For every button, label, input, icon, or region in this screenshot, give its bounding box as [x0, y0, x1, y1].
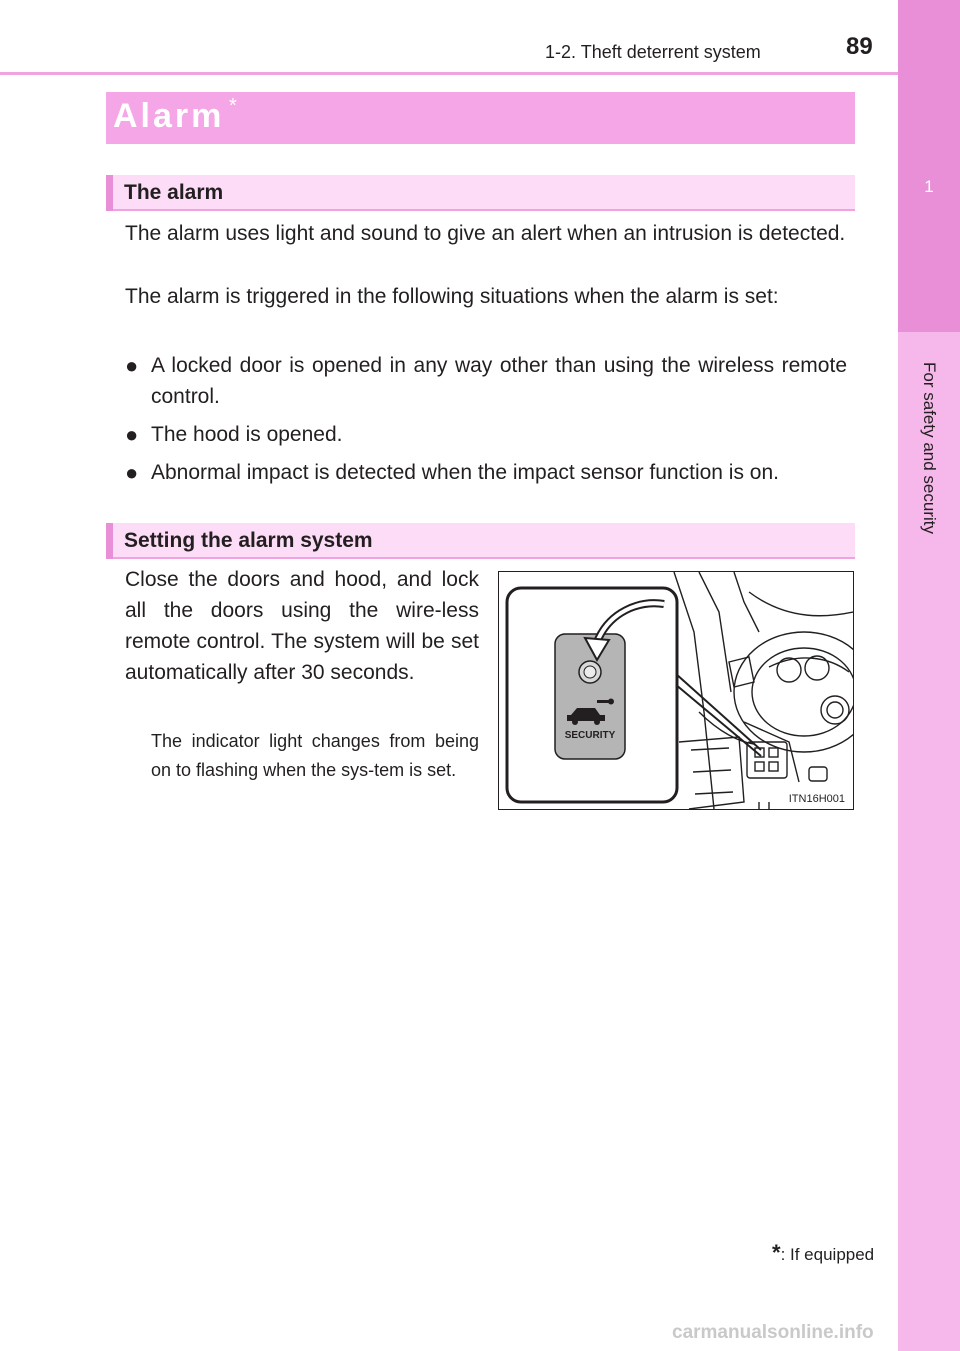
- bullet-icon: ●: [125, 460, 139, 485]
- section-heading: The alarm: [124, 181, 224, 204]
- dashboard-lines: [674, 572, 853, 809]
- paragraph: The alarm is triggered in the following situations when the alarm is set:: [125, 285, 779, 308]
- header-section-title: 1-2. Theft deterrent system: [545, 42, 761, 62]
- note-text: The indicator light changes from being on to flashing when the sys-tem is set.: [151, 731, 479, 780]
- title-asterisk: *: [229, 95, 237, 117]
- switch-label: SECURITY: [564, 730, 616, 741]
- security-button-illustration: [498, 571, 854, 810]
- list-item-text: A locked door is opened in any way other than using the wireless remote control.: [151, 354, 847, 408]
- section-heading-bar: [106, 523, 855, 559]
- watermark: carmanualsonline.info: [672, 1322, 874, 1343]
- footnote-asterisk: *: [772, 1240, 781, 1265]
- footnote: [772, 1240, 874, 1266]
- chapter-label: For safety and security: [920, 362, 939, 534]
- header-divider: [0, 72, 898, 75]
- section-heading: Setting the alarm system: [124, 529, 373, 552]
- dashboard-drawing: [499, 572, 853, 809]
- bullet-icon: ●: [125, 353, 139, 378]
- chapter-number-tab[interactable]: 1: [898, 0, 960, 332]
- illustration-code: ITN16H001: [788, 793, 845, 805]
- page-number: 89: [846, 33, 873, 60]
- paragraph: Close the doors and hood, and lock all the doors using the wire-less remote control. The system will be set automatically after 30 seconds.: [125, 568, 479, 684]
- list-item: [125, 419, 847, 450]
- bullet-icon: ●: [125, 422, 139, 447]
- page-title: Alarm: [113, 97, 225, 135]
- list-item: [125, 350, 847, 412]
- footnote-text: : If equipped: [780, 1245, 875, 1264]
- section-heading-bar: [106, 175, 855, 211]
- list-item-text: Abnormal impact is detected when the impact sensor function is on.: [151, 461, 779, 484]
- list-item: [125, 457, 847, 488]
- paragraph: The alarm uses light and sound to give an alert when an intrusion is detected.: [125, 222, 846, 245]
- list-item-text: The hood is opened.: [151, 423, 343, 446]
